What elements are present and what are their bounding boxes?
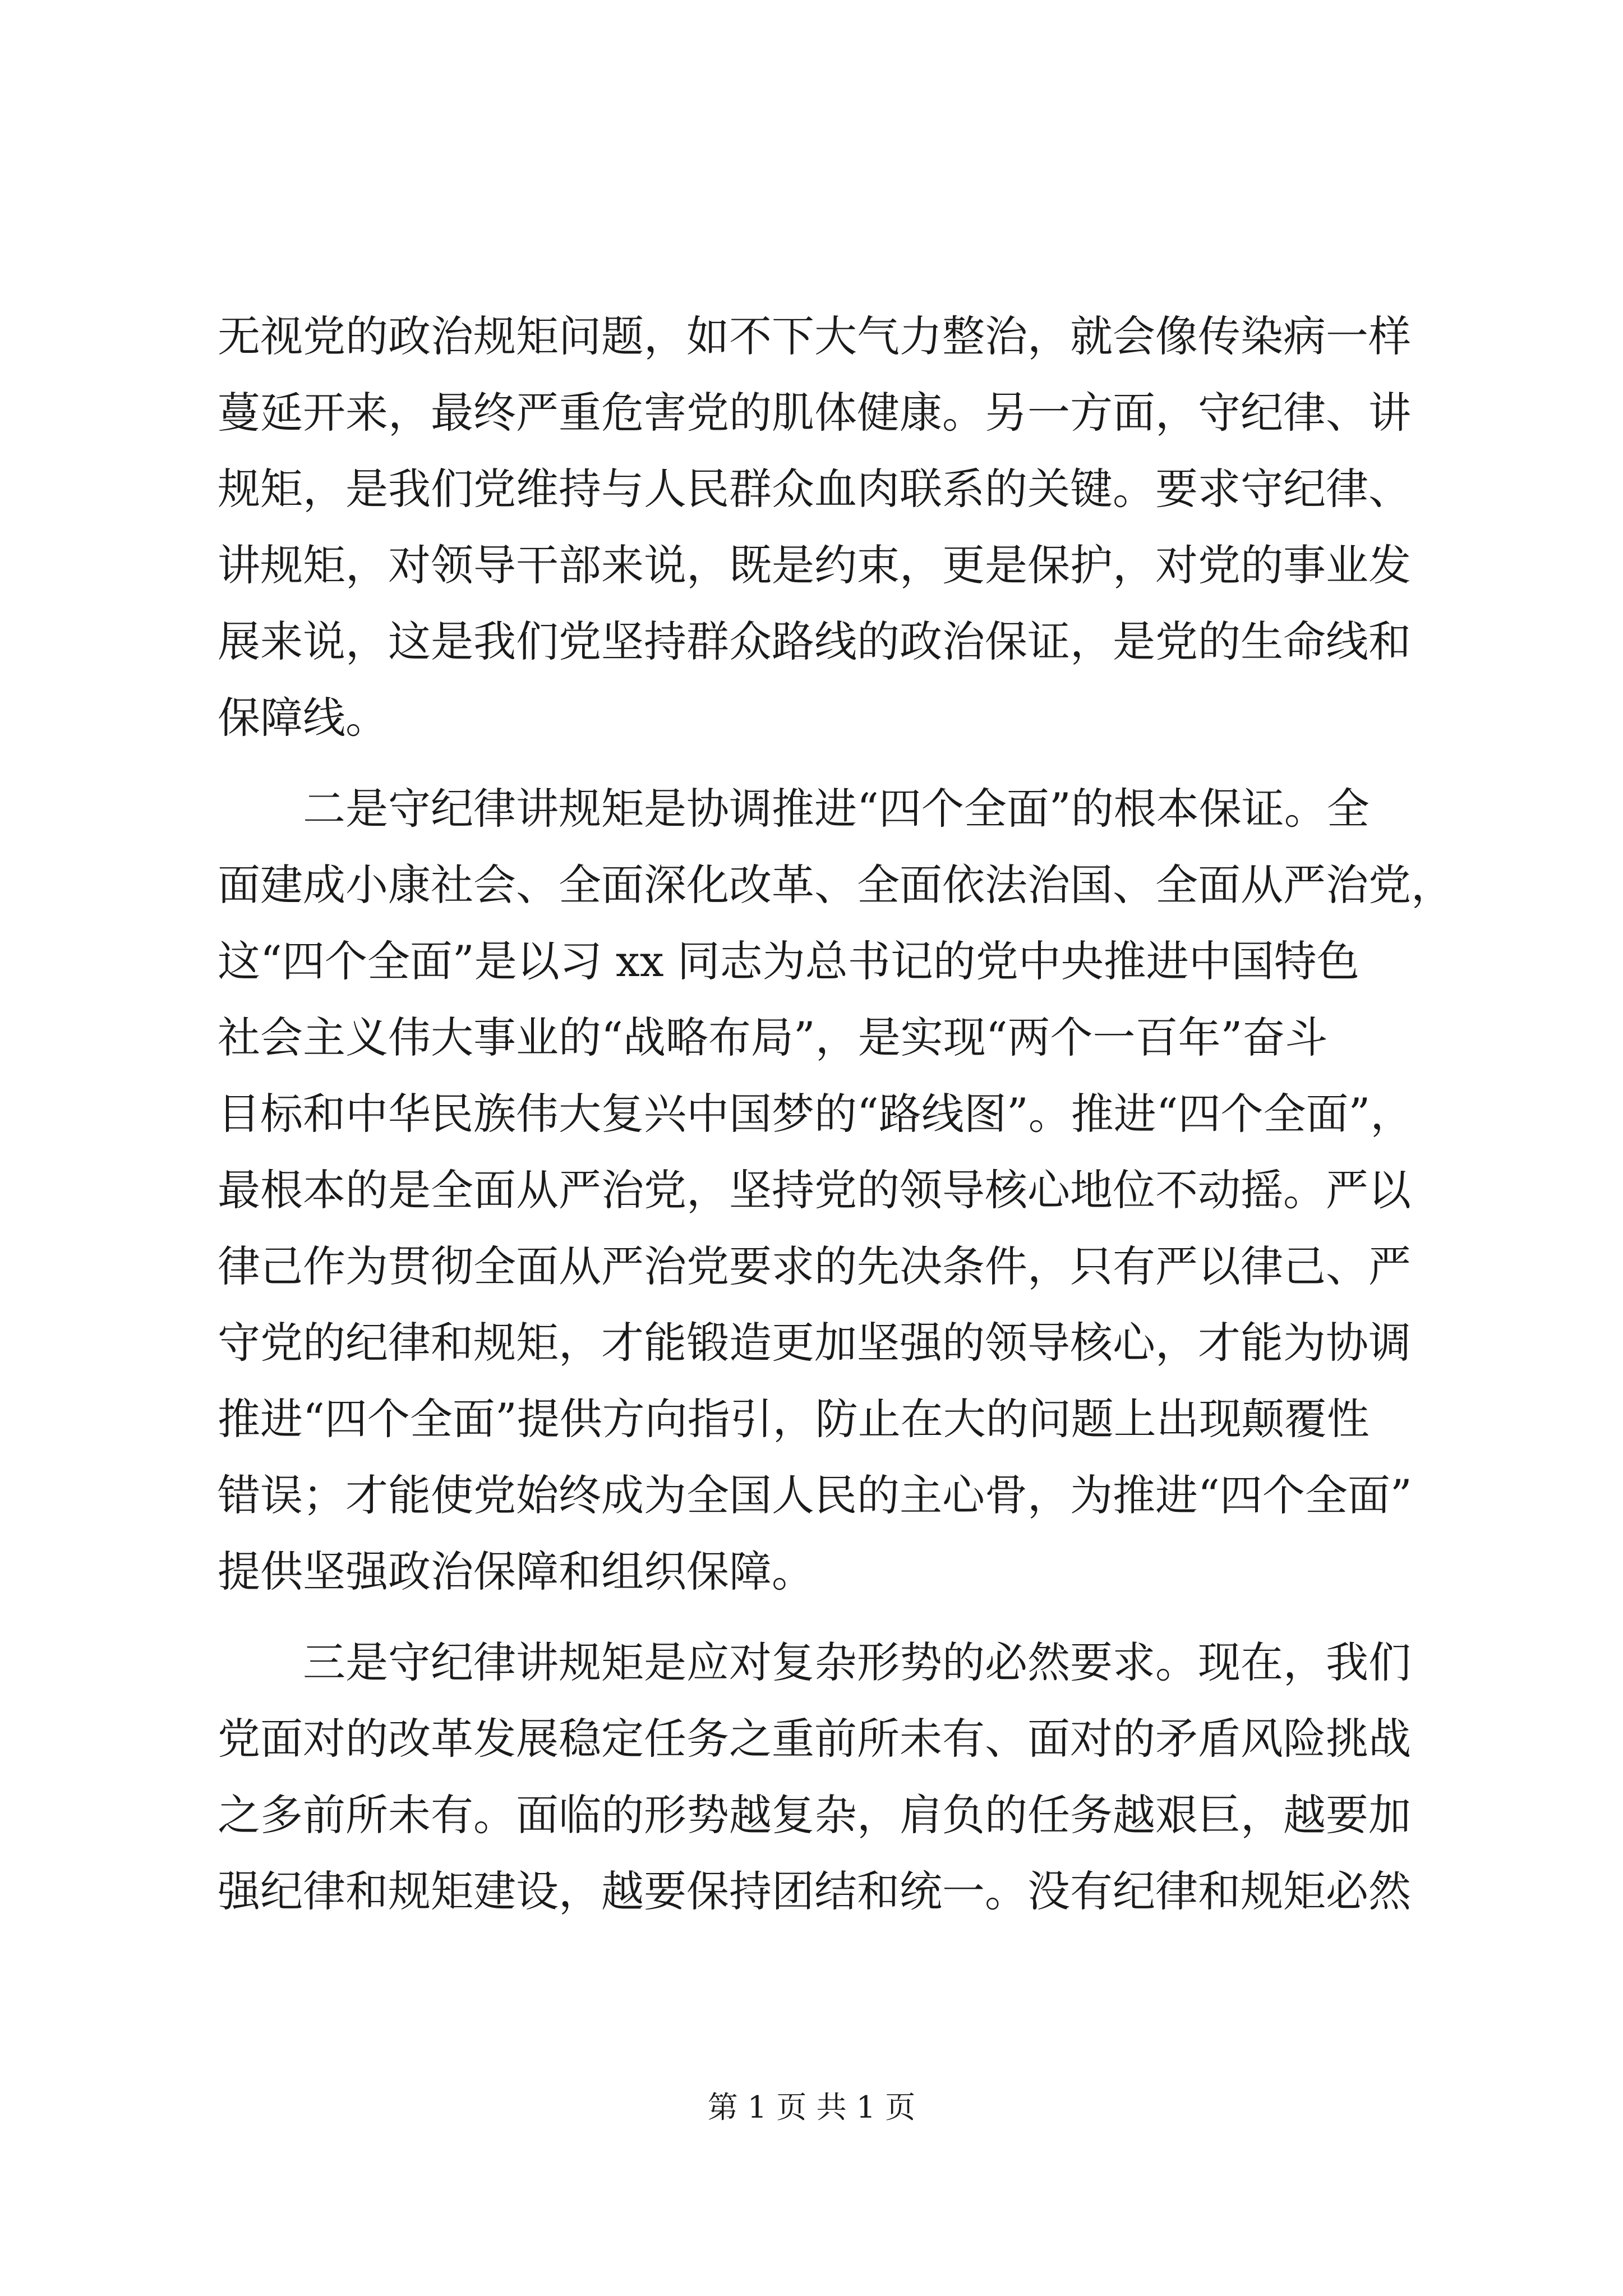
text-line: 三是守纪律讲规矩是应对复杂形势的必然要求。现在，我们	[218, 1637, 1411, 1687]
paragraph-gap	[218, 1610, 1485, 1625]
text-line: 推进“四个全面”提供方向指引，防止在大的问题上出现颠覆性	[218, 1394, 1370, 1444]
text-line: 二是守纪律讲规矩是协调推进“四个全面”的根本保证。全	[218, 784, 1370, 834]
text-line: 最根本的是全面从严治党，坚持党的领导核心地位不动摇。严以	[218, 1165, 1411, 1215]
body-text	[218, 298, 1485, 1930]
text-line: 展来说，这是我们党坚持群众路线的政治保证，是党的生命线和	[218, 616, 1411, 666]
text-line: 社会主义伟大事业的“战略布局”，是实现“两个一百年”奋斗	[218, 1013, 1328, 1062]
text-line: 党面对的改革发展稳定任务之重前所未有、面对的矛盾风险挑战	[218, 1714, 1411, 1764]
text-line: 守党的纪律和规矩，才能锻造更加坚强的领导核心，才能为协调	[218, 1318, 1411, 1368]
text-line: 规矩，是我们党维持与人民群众血肉联系的关键。要求守纪律、	[218, 464, 1411, 514]
text-line: 讲规矩，对领导干部来说，既是约束，更是保护，对党的事业发	[218, 540, 1411, 590]
text-line: 这“四个全面”是以习 xx 同志为总书记的党中央推进中国特色	[218, 936, 1359, 986]
text-line: 错误；才能使党始终成为全国人民的主心骨，为推进“四个全面”	[218, 1470, 1412, 1520]
paragraph-gap	[218, 756, 1485, 771]
page-footer: 第 1 页 共 1 页	[707, 2090, 916, 2125]
text-line: 保障线。	[218, 693, 388, 743]
text-line: 律己作为贯彻全面从严治党要求的先决条件，只有严以律己、严	[218, 1241, 1411, 1291]
text-line: 无视党的政治规矩问题，如不下大气力整治，就会像传染病一样	[218, 311, 1411, 361]
text-line: 提供坚强政治保障和组织保障。	[218, 1547, 814, 1596]
text-line: 面建成小康社会、全面深化改革、全面依法治国、全面从严治党，	[218, 860, 1454, 910]
text-line: 蔓延开来，最终严重危害党的肌体健康。另一方面，守纪律、讲	[218, 388, 1411, 438]
text-line: 目标和中华民族伟大复兴中国梦的“路线图”。推进“四个全面”，	[218, 1089, 1413, 1139]
text-line: 强纪律和规矩建设，越要保持团结和统一。没有纪律和规矩必然	[218, 1866, 1411, 1916]
text-line: 之多前所未有。面临的形势越复杂，肩负的任务越艰巨，越要加	[218, 1790, 1411, 1840]
